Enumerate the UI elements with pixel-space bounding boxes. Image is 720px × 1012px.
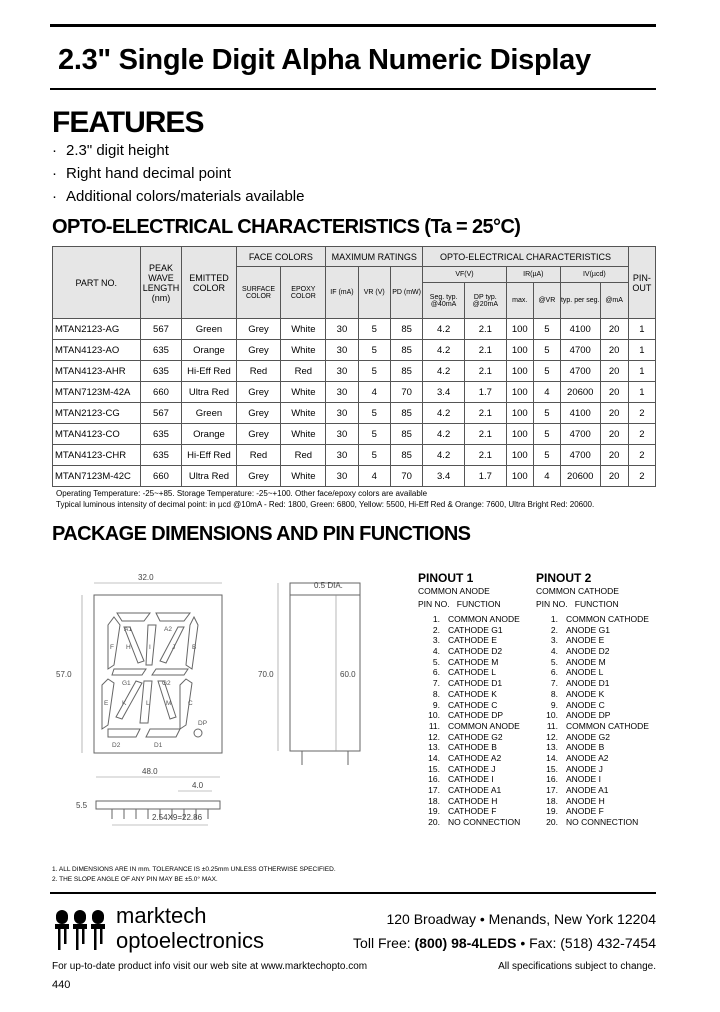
table-cell: 2.1 (464, 319, 506, 340)
table-cell: 30 (326, 319, 358, 340)
table-cell: 100 (506, 466, 533, 487)
table-cell: 1 (628, 361, 655, 382)
pin-row: 8. CATHODE K (432, 688, 497, 699)
footer-website: For up-to-date product info visit our web site at www.marktechopto.com (52, 961, 368, 972)
col-ma: @mA (600, 283, 628, 319)
package-heading: PACKAGE DIMENSIONS AND PIN FUNCTIONS (52, 523, 471, 545)
top-rule (50, 24, 656, 27)
table-cell: 4.2 (423, 340, 465, 361)
pin-row: 13. ANODE B (546, 742, 605, 753)
table-cell: 20600 (560, 382, 600, 403)
table-cell: 4.2 (423, 361, 465, 382)
pin-row: 17. CATHODE A1 (428, 785, 502, 795)
table-cell: 100 (506, 424, 533, 445)
col-surface: SURFACE COLOR (236, 267, 281, 319)
table-cell: 1.7 (464, 382, 506, 403)
pin-row: 1. COMMON ANODE (432, 614, 520, 624)
table-cell: 100 (506, 361, 533, 382)
table-cell: 2 (628, 403, 655, 424)
segment-label: A2 (164, 626, 172, 633)
table-cell: 30 (326, 403, 358, 424)
table-row (53, 403, 656, 424)
col-pd: PD (mW) (390, 267, 422, 319)
table-cell: White (281, 340, 326, 361)
table-cell: 635 (140, 361, 182, 382)
table-cell: 1 (628, 340, 655, 361)
table-cell: 567 (140, 319, 182, 340)
table-cell: MTAN4123-CO (53, 424, 141, 445)
segment-label: K (122, 700, 127, 707)
feature-item: · Additional colors/materials available (52, 188, 305, 205)
pinout2-header: PIN NO. FUNCTION (536, 599, 619, 609)
pin-row: 14. CATHODE A2 (428, 752, 502, 763)
page-number: 440 (52, 979, 71, 991)
pin-row: 17. ANODE A1 (546, 785, 609, 795)
segment-label: C (188, 700, 193, 707)
pin-row: 19. CATHODE F (428, 806, 497, 817)
col-ir: IR(µA) (506, 267, 560, 283)
table-cell: 85 (390, 340, 422, 361)
pin-row: 15. CATHODE J (428, 763, 496, 774)
table-cell: Green (182, 319, 236, 340)
dim-top: 32.0 (138, 573, 154, 582)
table-cell: 4700 (560, 424, 600, 445)
table-cell: MTAN2123-CG (53, 403, 141, 424)
table-cell: MTAN2123-AG (53, 319, 141, 340)
table-cell: Red (236, 445, 281, 466)
segment-label: D1 (154, 742, 163, 749)
pin-row: 20. NO CONNECTION (546, 817, 639, 828)
table-cell: 3.4 (423, 466, 465, 487)
segment-dp (194, 729, 202, 737)
table-cell: 30 (326, 361, 358, 382)
table-cell: 2.1 (464, 361, 506, 382)
table-cell: 4.2 (423, 445, 465, 466)
table-cell: MTAN4123-CHR (53, 445, 141, 466)
table-cell: Green (182, 403, 236, 424)
table-row (53, 424, 656, 445)
segment-label: D2 (112, 742, 121, 749)
table-cell: 660 (140, 466, 182, 487)
table-cell: Hi-Eff Red (182, 445, 236, 466)
col-seg: Seg. typ. @40mA (423, 283, 465, 319)
table-row (53, 319, 656, 340)
company-phone: Toll Free: (800) 98-4LEDS • Fax: (518) 432-7454 (353, 935, 656, 951)
table-cell: 5 (533, 361, 560, 382)
table-note: Typical luminous intensity of decimal point: in µcd @10mA - Red: 1800, Green: 6800, Yellow: 5500, Hi-Eff Red & Orange: 7600, Ultra Bright Red: 20600. (56, 500, 595, 509)
segment-label: B (192, 644, 197, 651)
table-cell: 85 (390, 319, 422, 340)
footnote: 2. THE SLOPE ANGLE OF ANY PIN MAY BE ±5.0° MAX. (52, 876, 218, 883)
segment-label: F (110, 644, 114, 651)
table-cell: 5 (533, 445, 560, 466)
table-cell: White (281, 382, 326, 403)
table-cell: 20 (600, 340, 628, 361)
table-cell: 5 (358, 424, 390, 445)
table-cell: Grey (236, 403, 281, 424)
col-peak: PEAK WAVE LENGTH (nm) (140, 247, 182, 319)
table-cell: 20 (600, 445, 628, 466)
table-cell: 2.1 (464, 424, 506, 445)
segment-label: G2 (162, 680, 171, 687)
pin-row: 1. COMMON CATHODE (550, 614, 649, 624)
segment-a1 (117, 613, 150, 621)
pin-row: 9. ANODE C (550, 699, 605, 710)
col-face: FACE COLORS (236, 247, 326, 267)
table-cell: 85 (390, 445, 422, 466)
table-cell: 5 (533, 424, 560, 445)
segment-label: DP (198, 720, 208, 727)
table-cell: 635 (140, 445, 182, 466)
pin-row: 19. ANODE F (546, 806, 604, 817)
segment-b (186, 617, 198, 669)
table-cell: 5 (533, 340, 560, 361)
spec-table (52, 246, 656, 487)
table-cell: 85 (390, 361, 422, 382)
footer-disclaimer: All specifications subject to change. (498, 961, 656, 972)
pin-row: 12. CATHODE G2 (428, 731, 503, 742)
table-cell: 4700 (560, 340, 600, 361)
table-cell: Red (236, 361, 281, 382)
col-pin: PIN-OUT (628, 247, 655, 319)
table-cell: 567 (140, 403, 182, 424)
side-view-outline (290, 583, 360, 751)
pin-row: 9. CATHODE C (432, 699, 498, 710)
table-cell: Red (281, 361, 326, 382)
table-cell: 100 (506, 403, 533, 424)
pin-row: 12. ANODE G2 (546, 731, 610, 742)
table-cell: MTAN7123M-42A (53, 382, 141, 403)
table-cell: 1 (628, 382, 655, 403)
table-row (53, 445, 656, 466)
pinout1-title: PINOUT 1 (418, 571, 474, 585)
col-vr: VR (V) (358, 267, 390, 319)
pin-row: 7. CATHODE D1 (432, 678, 503, 689)
pinout1-list (418, 614, 520, 828)
table-cell: 3.4 (423, 382, 465, 403)
table-cell: White (281, 466, 326, 487)
segment-g1 (112, 669, 146, 675)
table-row (53, 382, 656, 403)
table-cell: MTAN4123-AHR (53, 361, 141, 382)
table-cell: Grey (236, 340, 281, 361)
table-cell: 100 (506, 340, 533, 361)
title-rule (50, 88, 656, 90)
table-cell: 100 (506, 382, 533, 403)
table-cell: 30 (326, 382, 358, 403)
col-opto: OPTO-ELECTRICAL CHARACTERISTICS (423, 247, 628, 267)
segment-d2 (146, 729, 180, 737)
table-cell: 4 (358, 382, 390, 403)
pin-row: 18. CATHODE H (428, 795, 498, 806)
table-cell: 4 (358, 466, 390, 487)
table-cell: White (281, 424, 326, 445)
segment-label: M (166, 700, 172, 707)
pinout1-header: PIN NO. FUNCTION (418, 599, 501, 609)
pin-row: 5. ANODE M (550, 656, 606, 667)
col-iv: IV(µcd) (560, 267, 628, 283)
table-cell: 5 (358, 361, 390, 382)
table-cell: 70 (390, 382, 422, 403)
table-cell: 4700 (560, 445, 600, 466)
segment-label: A1 (124, 626, 132, 633)
pin-row: 11. COMMON ANODE (428, 720, 520, 731)
table-cell: 2 (628, 424, 655, 445)
table-note: Operating Temperature: -25~+85. Storage Temperature: -25~+100. Other face/epoxy colors are available (56, 489, 428, 498)
segment-label: J (172, 644, 176, 651)
col-part: PART NO. (53, 247, 141, 319)
pin-row: 16. ANODE I (546, 774, 601, 785)
pin-row: 7. ANODE D1 (550, 678, 610, 689)
table-cell: Grey (236, 424, 281, 445)
col-ivtyp: typ. per seg. (560, 283, 600, 319)
table-cell: 4.2 (423, 403, 465, 424)
table-row (53, 361, 656, 382)
table-cell: 5 (533, 319, 560, 340)
pin-row: 16. CATHODE I (428, 774, 494, 785)
table-cell: 4.2 (423, 424, 465, 445)
table-cell: 635 (140, 424, 182, 445)
dim-pins: 2.54X9=22.86 (152, 813, 203, 822)
table-cell: 4100 (560, 403, 600, 424)
table-cell: 70 (390, 466, 422, 487)
col-vf: VF(V) (423, 267, 506, 283)
col-max: MAXIMUM RATINGS (326, 247, 423, 267)
feature-item: · Right hand decimal point (52, 165, 232, 182)
pin-row: 13. CATHODE B (428, 742, 497, 753)
table-cell: 20 (600, 466, 628, 487)
pin-row: 10. ANODE DP (546, 710, 611, 721)
table-cell: Hi-Eff Red (182, 361, 236, 382)
col-irmax: max. (506, 283, 533, 319)
table-cell: 20 (600, 319, 628, 340)
table-cell: 2 (628, 466, 655, 487)
pinout2-sub: COMMON CATHODE (536, 586, 619, 596)
table-cell: 30 (326, 424, 358, 445)
table-cell: MTAN7123M-42C (53, 466, 141, 487)
table-cell: Grey (236, 382, 281, 403)
table-cell: 85 (390, 403, 422, 424)
marktech-logo (54, 904, 110, 952)
table-cell: Grey (236, 466, 281, 487)
col-epoxy: EPOXY COLOR (281, 267, 326, 319)
table-cell: 4100 (560, 319, 600, 340)
page-title: 2.3" Single Digit Alpha Numeric Display (58, 44, 591, 76)
table-cell: Ultra Red (182, 466, 236, 487)
col-emitted: EMITTED COLOR (182, 247, 236, 319)
table-cell: 4 (533, 466, 560, 487)
table-cell: 5 (358, 403, 390, 424)
pin-row: 3. CATHODE E (432, 635, 497, 646)
pin-row: 15. ANODE J (546, 763, 603, 774)
segment-g2 (152, 669, 188, 675)
pin-row: 11. COMMON CATHODE (546, 720, 649, 731)
dim-side: 57.0 (56, 670, 72, 679)
pinout2-list (536, 614, 649, 828)
table-cell: 20 (600, 382, 628, 403)
table-cell: 660 (140, 382, 182, 403)
table-cell: 20 (600, 424, 628, 445)
table-cell: 30 (326, 445, 358, 466)
table-cell: 30 (326, 340, 358, 361)
footnote: 1. ALL DIMENSIONS ARE IN mm. TOLERANCE IS ±0.25mm UNLESS OTHERWISE SPECIFIED. (52, 866, 336, 873)
table-cell: 2.1 (464, 403, 506, 424)
pin-row: 4. ANODE D2 (550, 646, 610, 657)
table-cell: White (281, 403, 326, 424)
company-address: 120 Broadway • Menands, New York 12204 (386, 911, 656, 927)
table-cell: 100 (506, 319, 533, 340)
segment-label: E (104, 700, 109, 707)
table-cell: White (281, 319, 326, 340)
segment-label: I (149, 644, 151, 651)
table-cell: 20 (600, 361, 628, 382)
dim-bottom: 48.0 (142, 767, 158, 776)
segment-f (108, 617, 120, 669)
table-cell: 4.2 (423, 319, 465, 340)
table-cell: 4 (533, 382, 560, 403)
opto-heading: OPTO-ELECTRICAL CHARACTERISTICS (Ta = 25°C) (52, 216, 521, 238)
table-cell: 20600 (560, 466, 600, 487)
segment-label: L (146, 700, 150, 707)
pin-row-outline (96, 801, 220, 809)
table-cell: Ultra Red (182, 382, 236, 403)
col-if: IF (mA) (326, 267, 358, 319)
pin-row: 20. NO CONNECTION (428, 817, 521, 828)
features-heading: FEATURES (52, 106, 204, 139)
segment-label: G1 (122, 680, 131, 687)
table-cell: 5 (358, 319, 390, 340)
pin-row: 5. CATHODE M (432, 656, 499, 667)
pin-row: 4. CATHODE D2 (432, 646, 503, 657)
segment-i (146, 625, 156, 665)
table-cell: 2.1 (464, 340, 506, 361)
segment-label: H (126, 644, 131, 651)
pin-row: 6. CATHODE L (432, 667, 497, 678)
table-row (53, 340, 656, 361)
pin-row: 8. ANODE K (550, 688, 605, 699)
table-cell: 4700 (560, 361, 600, 382)
table-cell: 2 (628, 445, 655, 466)
table-cell: 1.7 (464, 466, 506, 487)
pin-row: 18. ANODE H (546, 795, 605, 806)
table-cell: 85 (390, 424, 422, 445)
table-cell: 1 (628, 319, 655, 340)
col-dp: DP typ. @20mA (464, 283, 506, 319)
table-cell: Orange (182, 340, 236, 361)
dim-h2: 60.0 (340, 670, 356, 679)
footer-rule (50, 892, 656, 894)
dim-h1: 70.0 (258, 670, 274, 679)
pin-row: 2. ANODE G1 (550, 624, 610, 635)
table-cell: 2.1 (464, 445, 506, 466)
dim-dia: 0.5 DIA. (314, 581, 343, 590)
table-cell: 30 (326, 466, 358, 487)
package-drawing (52, 565, 372, 835)
pin-row: 6. ANODE L (550, 667, 604, 678)
brand-line2: optoelectronics (116, 928, 264, 953)
table-cell: 5 (358, 445, 390, 466)
table-cell: Orange (182, 424, 236, 445)
table-cell: Grey (236, 319, 281, 340)
pinout1-sub: COMMON ANODE (418, 586, 490, 596)
segment-a2 (156, 613, 190, 621)
table-cell: 100 (506, 445, 533, 466)
table-row (53, 466, 656, 487)
pin-row: 3. ANODE E (550, 635, 605, 646)
table-cell: 5 (533, 403, 560, 424)
table-cell: 5 (358, 340, 390, 361)
table-cell: Red (281, 445, 326, 466)
table-cell: 20 (600, 403, 628, 424)
segment-d1 (108, 729, 140, 737)
pin-row: 14. ANODE A2 (546, 752, 609, 763)
feature-item: · 2.3" digit height (52, 142, 169, 159)
pin-row: 2. CATHODE G1 (432, 624, 503, 635)
pin-row: 10. CATHODE DP (428, 710, 504, 721)
table-cell: 635 (140, 340, 182, 361)
table-cell: MTAN4123-AO (53, 340, 141, 361)
brand-line1: marktech (116, 903, 207, 928)
dim-pin-h: 5.5 (76, 801, 88, 810)
pinout2-title: PINOUT 2 (536, 571, 592, 585)
dim-w: 4.0 (192, 781, 204, 790)
col-vrat: @VR (533, 283, 560, 319)
